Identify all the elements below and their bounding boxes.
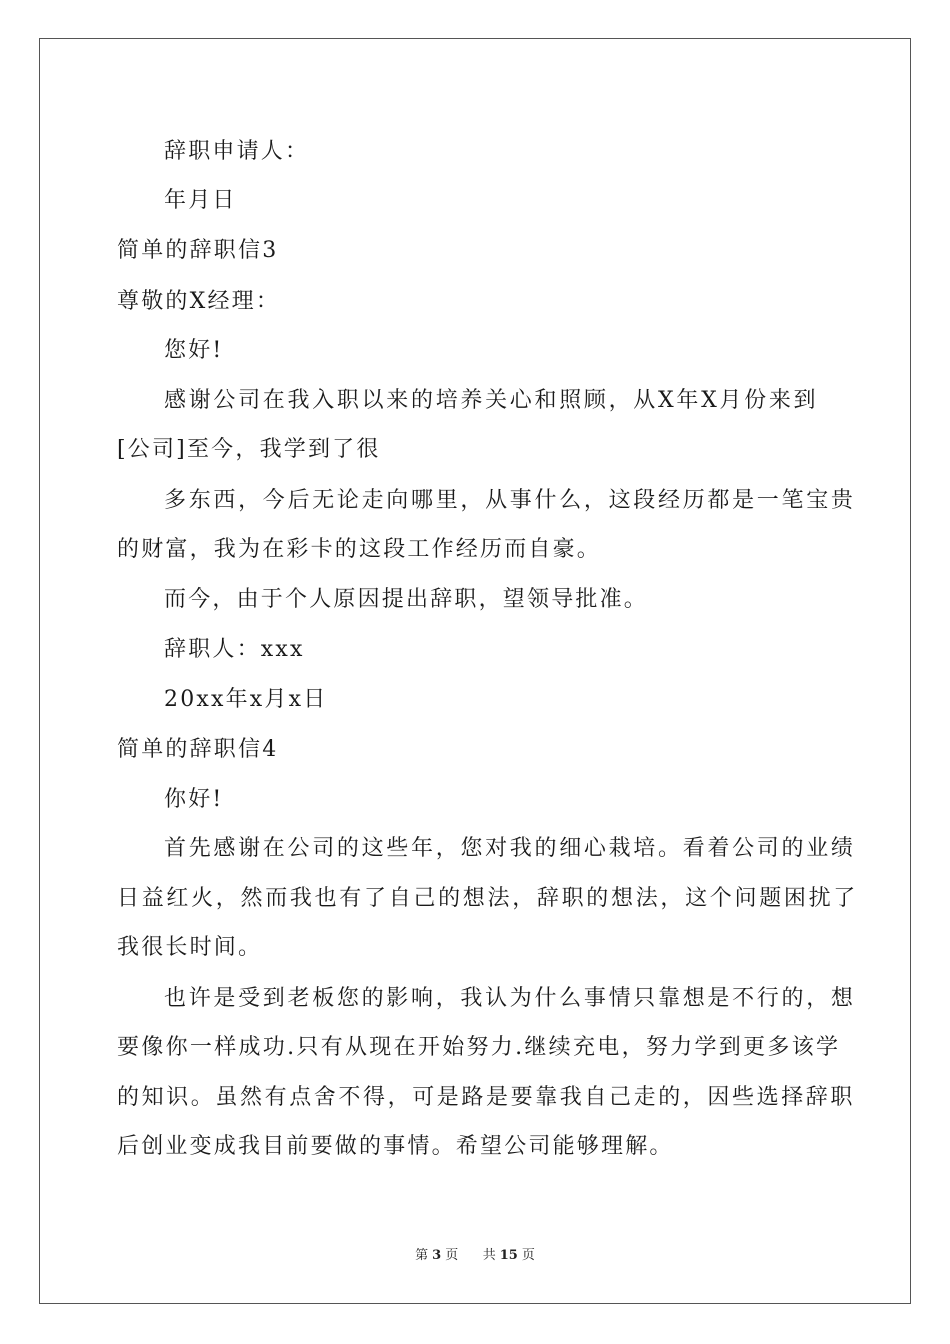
paragraph-line: 多东西，今后无论走向哪里，从事什么，这段经历都是一笔宝贵 (164, 488, 856, 513)
paragraph-line: 的知识。虽然有点舍不得，可是路是要靠我自己走的，因些选择辞职 (117, 1085, 856, 1110)
paragraph-line: 日益红火，然而我也有了自己的想法，辞职的想法，这个问题困扰了 (117, 886, 859, 911)
paragraph-line: 要像你一样成功.只有从现在开始努力.继续充电，努力学到更多该学 (117, 1035, 841, 1060)
signature-applicant-label: 辞职申请人： (164, 139, 310, 164)
section-heading-letter-3: 简单的辞职信3 (117, 238, 279, 263)
page-footer (0, 1248, 950, 1264)
paragraph-line: 首先感谢在公司的这些年，您对我的细心栽培。看着公司的业绩 (164, 836, 856, 861)
greeting: 您好! (164, 338, 224, 363)
paragraph-line: 而今，由于个人原因提出辞职，望领导批准。 (164, 587, 649, 612)
paragraph-line: 后创业变成我目前要做的事情。希望公司能够理解。 (117, 1134, 674, 1159)
current-page-number: 3 (432, 1248, 442, 1263)
date-placeholder: 年月日 (164, 188, 237, 213)
paragraph-line: 我很长时间。 (117, 935, 263, 960)
resigner-signature: 辞职人：xxx (164, 637, 305, 662)
paragraph-line: [公司]至今，我学到了很 (117, 437, 381, 462)
total-pages-indicator: 共 15 页 (482, 1248, 535, 1263)
page-border (39, 38, 911, 1304)
paragraph-line: 感谢公司在我入职以来的培养关心和照顾，从X年X月份来到 (164, 388, 819, 413)
paragraph-line: 也许是受到老板您的影响，我认为什么事情只靠想是不行的，想 (164, 986, 856, 1011)
greeting: 你好! (164, 787, 224, 812)
salutation-manager: 尊敬的X经理： (117, 289, 281, 314)
total-page-count: 15 (499, 1248, 518, 1263)
page-indicator: 第 3 页 (415, 1248, 459, 1263)
paragraph-line: 的财富，我为在彩卡的这段工作经历而自豪。 (117, 537, 602, 562)
signature-date: 20xx年x月x日 (164, 687, 328, 712)
section-heading-letter-4: 简单的辞职信4 (117, 737, 279, 762)
